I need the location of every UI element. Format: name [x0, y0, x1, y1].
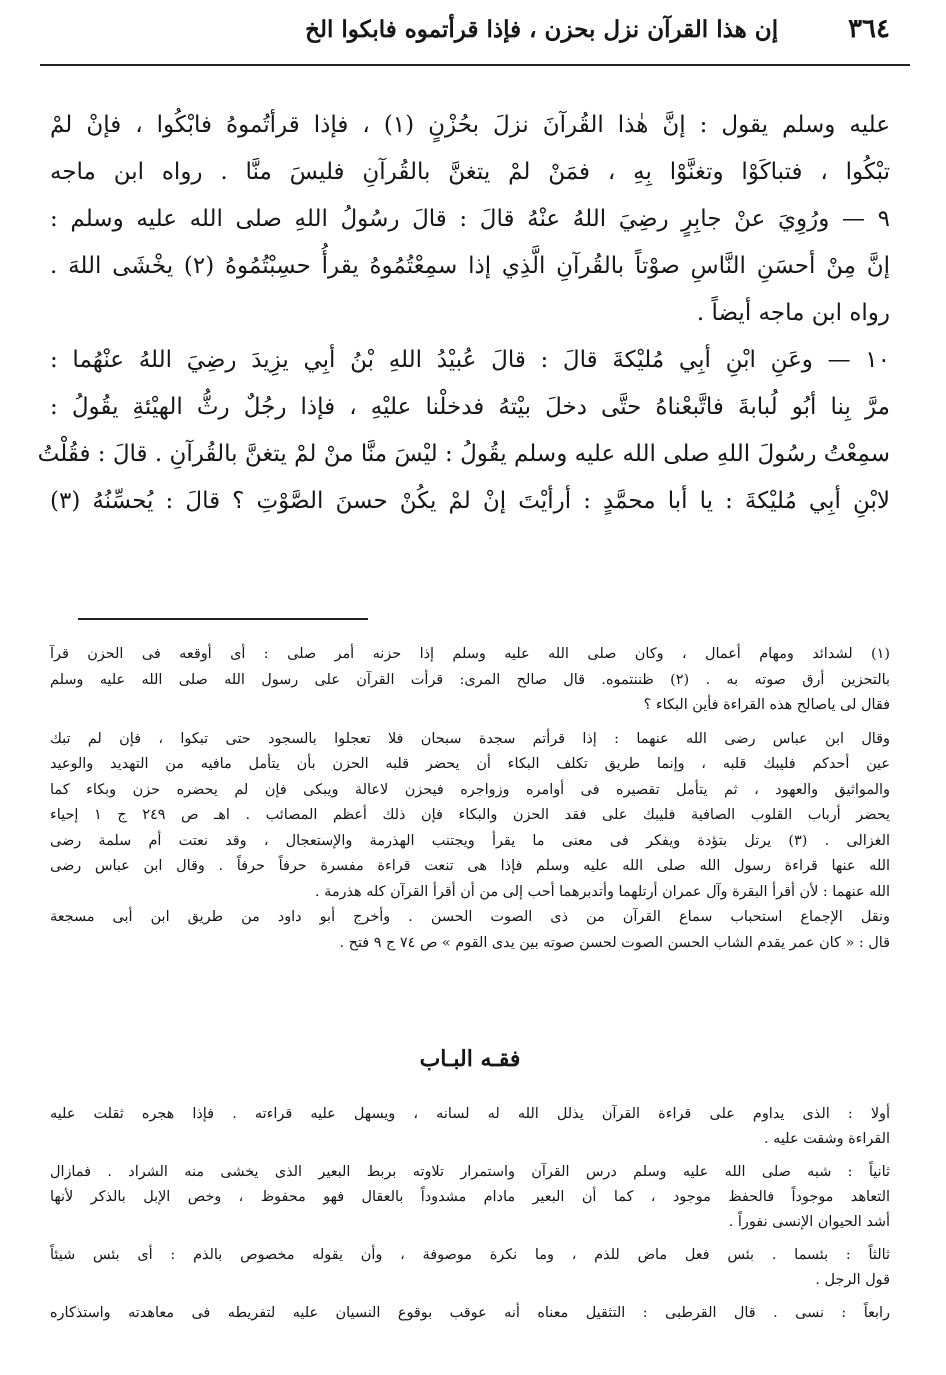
fiqh-line: رابعاً : نسى . قال القرطبى : التثقيل معناه أنه عوقب بوقوع النسيان عليه لتفريطه فى معاهدته واستذكاره	[50, 1305, 890, 1321]
header-title: إن هذا القرآن نزل بحزن ، فإذا قرأتموه فابكوا الخ	[305, 16, 779, 43]
fiqh-paragraph	[50, 1243, 890, 1293]
main-text-line: لابْنِ أبِي مُليْكةَ : يا أبا محمَّدٍ : أرأيْتَ إنْ لمْ يكُنْ حسنَ الصَّوْتِ ؟ قالَ : يُحسِّنُهُ (٣)	[50, 488, 890, 514]
main-text-line: إنَّ مِنْ أحسَنِ النَّاسِ صوْتاً بالقُرآنِ الَّذِي إذا سمِعْتُمُوهُ يقرأُ حسِبْتُمُوهُ (٢) يخْشَى اللهَ .	[50, 253, 891, 279]
fiqh-line: قول الرجل .	[815, 1272, 890, 1288]
footnote-paragraph	[50, 905, 890, 956]
footnote-line: الله عنهما : لأن أقرأ البقرة وآل عمران أرتلهما وأتدبرهما أحب إلى من أن أقرأ القرآن كله هذرمة .	[314, 883, 890, 900]
fiqh-line: التعاهد موجوداً فالحفظ موجود ، كما أن البعير مادام مشدوداً بالعقال فهو محفوظ ، وخص الإبل بالذكر لأنها	[50, 1189, 890, 1205]
hadith-10-line: ١٠ — وعَنِ ابْنِ أبِي مُليْكةَ قالَ : قالَ عُبيْدُ اللهِ بْنُ أبِي يزِيدَ رضِيَ اللهُ عنْهُما :	[50, 347, 890, 373]
fiqh-paragraph	[50, 1102, 890, 1152]
footnote-line: وقال ابن عباس رضى الله عنهما : إذا قرأتم سجدة سبحان فلا تعجلوا بالسجود حتى تبكوا ، فإن لم تبك	[50, 730, 890, 747]
footnote-line: والمواثيق والعهود ، ثم يتأمل تقصيره فى أوامره وزواجره فيحزن لاعالة ويبكى فإن لم يحضره حزن وبكاء كما	[50, 781, 890, 798]
fiqh-line: ثانياً : شبه صلى الله عليه وسلم درس القرآن واستمرار تلاوته بربط البعير الذى يخشى منه الشراد . فمازال	[50, 1164, 890, 1180]
running-header	[50, 14, 890, 50]
fiqh-paragraph	[50, 1301, 890, 1326]
fiqh-paragraph	[50, 1160, 890, 1235]
footnote-line: عين أحدكم فليبك قلبه ، وإنما طريق تكلف البكاء أن يحضر قلبه الحزن بأن يتأمل مافيه من التهديد والوعيد	[50, 756, 890, 772]
hadith-9-line: ٩ — ورُوِيَ عنْ جابِرٍ رضِيَ اللهُ عنْهُ قالَ : قالَ رسُولُ اللهِ صلى الله عليه وسلم :	[50, 206, 890, 232]
main-text-line: تبْكُوا ، فتباكَوْا وتغنَّوْا بِهِ ، فمَنْ لمْ يتغنَّ بالقُرآنِ فليسَ منَّا . رواه ابن ماجه	[50, 159, 890, 185]
footnote-line: يحضر أرباب القلوب الصافية فليبك على فقد الحزن والبكاء فإن ذلك أعظم المصائب . اهـ ص ٢٤٩ ج ١ إحياء	[50, 807, 890, 823]
footnote-line: فقال لى ياصالح هذه القراءة فأين البكاء ؟	[643, 697, 890, 713]
footnote-line: (١) لشدائد ومهام أعمال ، وكان صلى الله عليه وسلم إذا حزنه أمر صلى : أى أوقعه فى الحزن قرآ	[50, 646, 890, 662]
footnote-line: الله عنها قراءة رسول الله صلى الله عليه وسلم فإذا هى تنعت قراءة مفسرة حرفاً حرفاً . وقال ابن عباس رضى	[50, 858, 890, 874]
fiqh-line: أولا : الذى يداوم على قراءة القرآن يذلل الله له لسانه ، ويسهل عليه قراءته . فإذا هجره ثقلت عليه	[50, 1106, 890, 1122]
footnotes	[50, 642, 890, 956]
footnote-line: الغزالى . (٣) يرتل بتؤدة ويفكر فى معنى ما يقرأ ويجتنب الهذرمة والإستعجال ، وقد نعتت أم سلمة رضى	[50, 832, 891, 849]
main-text-line: عليه وسلم يقول : إنَّ هٰذا القُرآنَ نزلَ بحُزْنٍ (١) ، فإذا قرأتُموهُ فابْكُوا ، فإنْ لمْ	[50, 112, 890, 138]
section-title: فقـه البـاب	[419, 1046, 521, 1072]
footnote-paragraph	[50, 642, 890, 719]
footnote-paragraph	[50, 727, 890, 906]
footnote-line: بالتحزين أرق صوته به . (٢) ظننتموه. قال صالح المرى: قرأت القرآن على رسول الله صلى الله عليه وسلم	[50, 671, 891, 688]
page-number: ٣٦٤	[848, 14, 890, 44]
fiqh-section	[50, 1102, 890, 1326]
footnote-line: قال : « كان عمر يقدم الشاب الحسن الصوت لحسن صوته بين يدى القوم » ص ٧٤ ج ٩ فتح .	[339, 934, 890, 951]
main-text-line: سمِعْتُ رسُولَ اللهِ صلى الله عليه وسلم يقُولُ : ليْسَ منَّا منْ لمْ يتغنَّ بالقُرآنِ . قالَ : فقُلْتُ	[37, 441, 890, 467]
header-rule	[40, 64, 910, 66]
main-text-line: رواه ابن ماجه أيضاً .	[696, 300, 890, 326]
fiqh-line: أشد الحيوان الإنسى نفوراً .	[728, 1214, 890, 1230]
fiqh-line: ثالثاً : بئسما . بئس فعل ماض للذم ، وما نكرة موصوفة ، وأن يقوله مخصوص بالذم : أى بئس شيئاً	[50, 1247, 890, 1263]
book-page	[37, 14, 891, 1364]
fiqh-line: القراءة وشقت عليه .	[763, 1131, 890, 1147]
footnote-separator	[78, 618, 368, 620]
main-text	[37, 102, 891, 525]
main-text-line: مرَّ بِنا أبُو لُبابةَ فاتَّبعْناهُ حتَّى دخلَ بيْتهُ فدخلْنا عليْهِ ، فإذا رجُلٌ رثُّ الهيْئةِ يقُولُ :	[50, 394, 890, 420]
footnote-line: ونقل الإجماع استحباب سماع القرآن من ذى الصوت الحسن . وأخرج أبو داود من طريق ابن أبى مسجعة	[50, 909, 890, 925]
